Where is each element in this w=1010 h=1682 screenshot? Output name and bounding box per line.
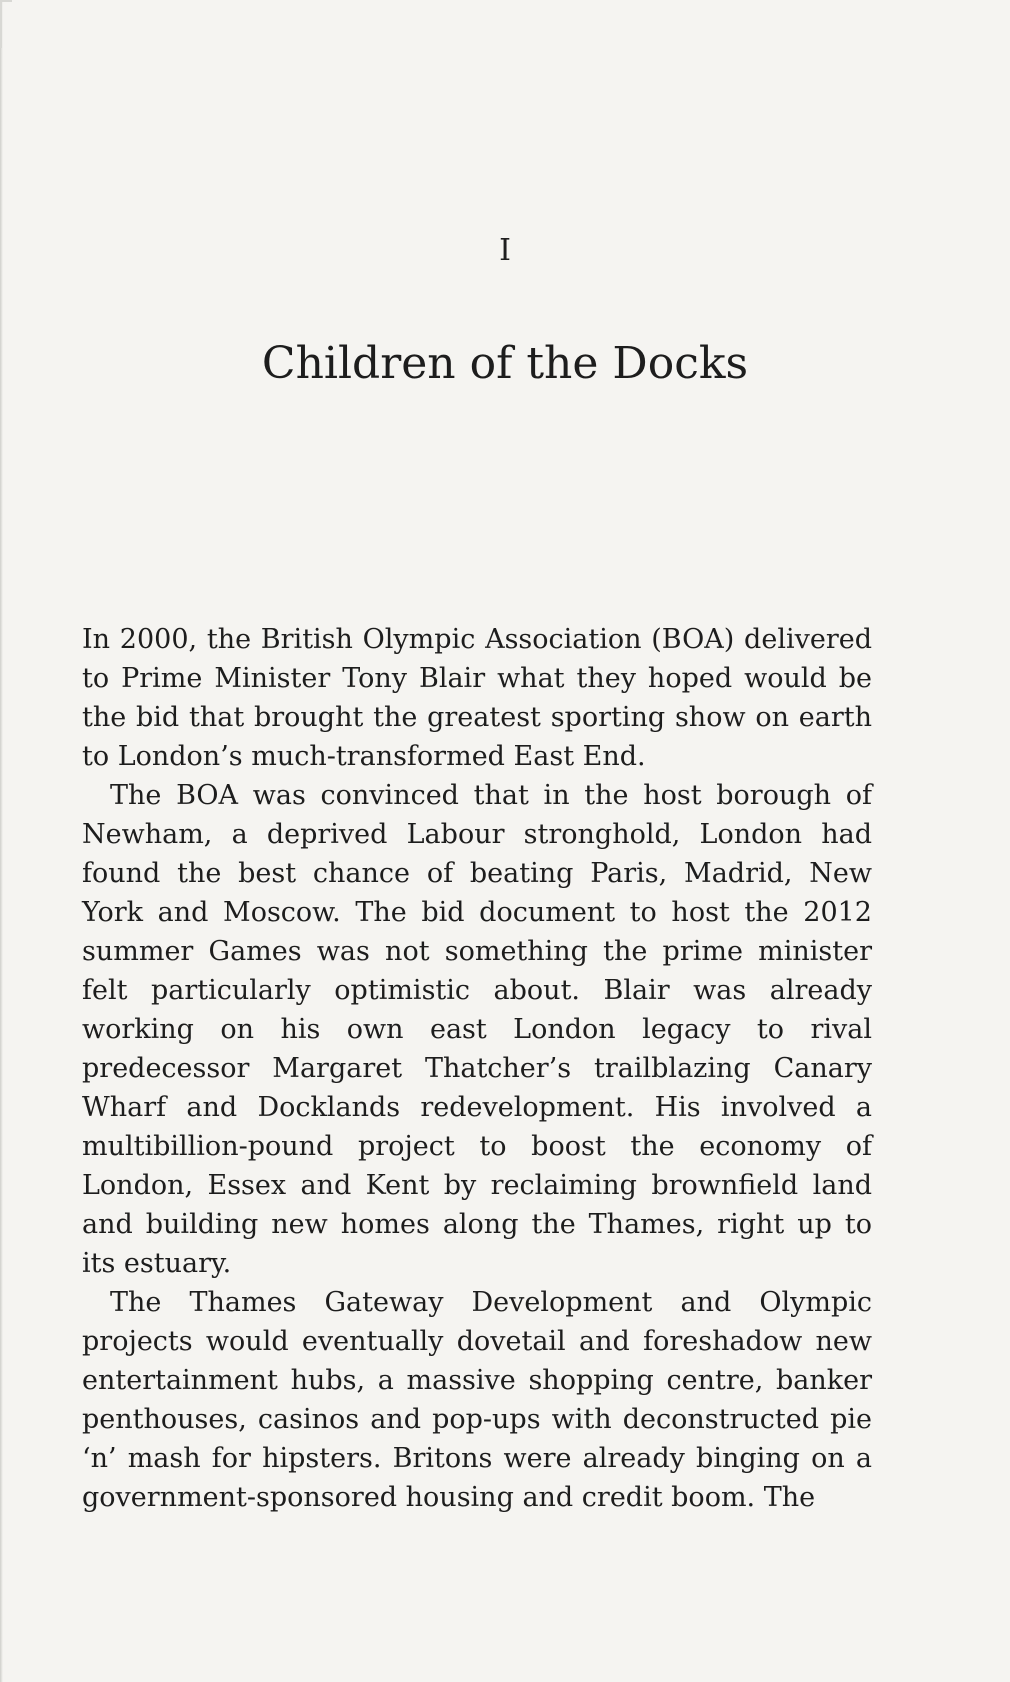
chapter-body bbox=[82, 620, 872, 1517]
paragraph-1: In 2000, the British Olympic Association (BOA) delivered to Prime Minister Tony Blair what they hoped would be the bid that brought the greatest sporting show on earth to London’s much-transformed East End. bbox=[82, 624, 872, 772]
chapter-title: Children of the Docks bbox=[261, 338, 749, 390]
paragraph-2: The BOA was convinced that in the host borough of Newham, a deprived Labour stronghold, London had found the best chance of beating Paris, Madrid, New York and Moscow. The bid document to host the 2012 summer Games was not something the prime minister felt particularly optimistic about. Blair was already working on his own east London legacy to rival predecessor Margaret Thatcher’s trailblazing Canary Wharf and Docklands redevelopment. His involved a multibillion-pound project to boost the economy of London, Essex and Kent by reclaiming brownfield land and building new homes along the Thames, right up to its estuary. bbox=[82, 780, 872, 1279]
paragraph-3: The Thames Gateway Development and Olympic projects would eventually dovetail and foreshadow new entertainment hubs, a massive shopping centre, banker penthouses, casinos and pop-ups with deconstructed pie ‘n’ mash for hipsters. Britons were already binging on a government-sponsored housing and credit boom. The bbox=[82, 1287, 872, 1513]
page-corner-mark bbox=[0, 0, 12, 48]
chapter-number: I bbox=[499, 233, 511, 268]
